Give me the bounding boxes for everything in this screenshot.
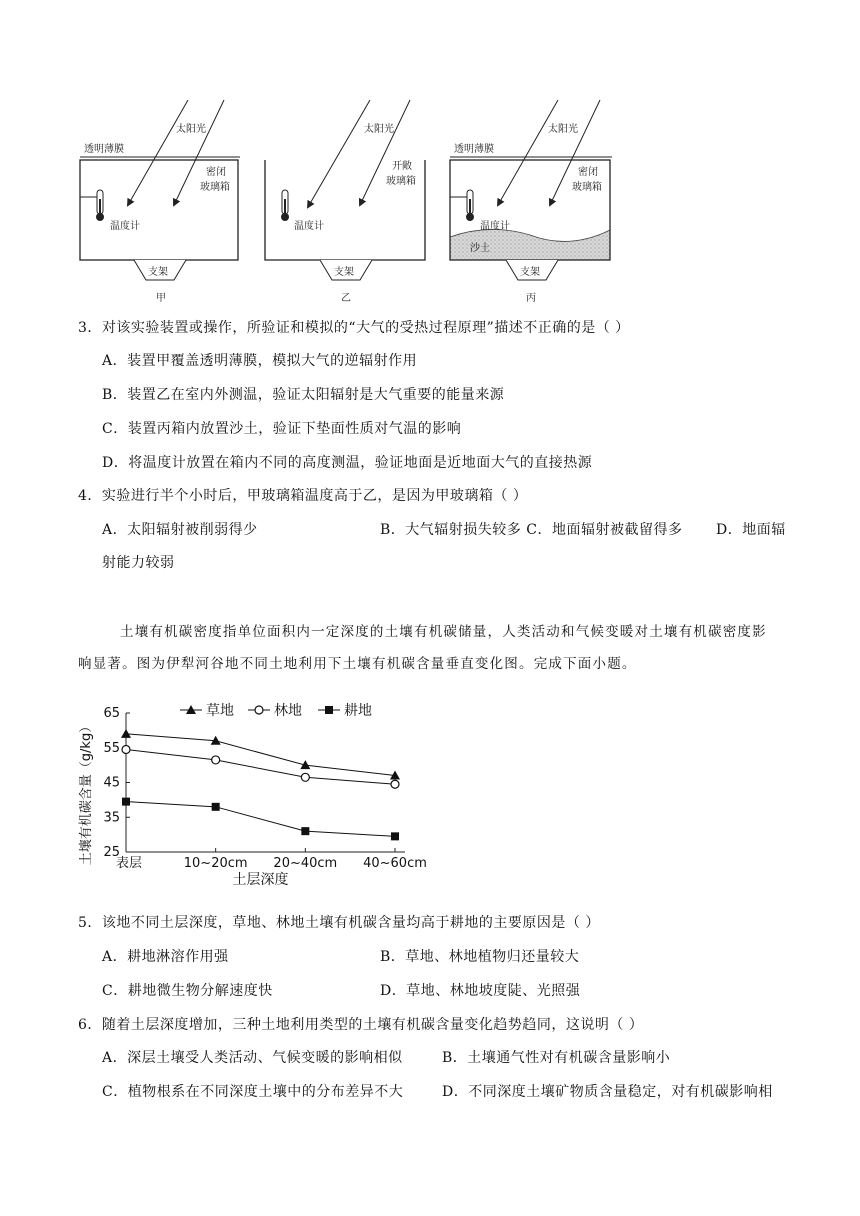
y-tick-label: 45 (103, 775, 120, 791)
box-jia (80, 100, 240, 304)
stand-label-bing: 支架 (520, 267, 540, 278)
x-tick-label: 20~40cm (273, 856, 338, 871)
q5-stem: 5．该地不同土层深度，草地、林地土壤有机碳含量均高于耕地的主要原因是（ ） (78, 915, 600, 931)
series-0-point (121, 729, 131, 738)
caption-jia: 甲 (156, 293, 166, 304)
q3-option-d[interactable]: D．将温度计放置在箱内不同的高度测温，验证地面是近地面大气的直接热源 (102, 455, 593, 471)
series-line-1 (126, 749, 395, 784)
q5-option-d[interactable]: D．草地、林地坡度陡、光照强 (380, 983, 581, 999)
thermo-label-yi: 温度计 (294, 221, 324, 232)
legend-marker-2 (325, 706, 333, 714)
stand-label-jia: 支架 (148, 267, 168, 278)
series-1-point (122, 745, 130, 753)
series-1-point (301, 773, 309, 781)
box-label-jia-2: 玻璃箱 (200, 182, 230, 193)
legend-marker-1 (255, 706, 263, 714)
caption-yi: 乙 (341, 293, 351, 304)
sun-label-jia: 太阳光 (176, 124, 206, 135)
q4-option-d-part2[interactable]: 射能力较弱 (102, 555, 175, 571)
y-tick-label: 55 (103, 740, 120, 756)
sun-label-bing: 太阳光 (548, 124, 578, 135)
thermo-label-jia: 温度计 (110, 221, 140, 232)
legend-label-1: 林地 (274, 703, 302, 719)
soil-label-bing: 沙土 (470, 243, 490, 254)
box-yi (265, 100, 425, 304)
experiment-diagram (70, 95, 630, 310)
intro-line-2: 响显著。图为伊犁河谷地不同土地利用下土壤有机碳含量垂直变化图。完成下面小题。 (78, 656, 637, 672)
film-label-jia: 透明薄膜 (84, 144, 124, 155)
series-line-0 (126, 734, 395, 776)
y-tick-label: 65 (103, 706, 120, 721)
soil-carbon-chart (70, 690, 440, 900)
q5-option-a[interactable]: A．耕地淋溶作用强 (102, 949, 229, 965)
y-axis-title: 土壤有机碳含量（g/kg） (79, 719, 94, 866)
box-bing (450, 100, 612, 304)
y-tick-label: 35 (103, 810, 120, 826)
box-label-yi-1: 开敞 (392, 161, 412, 172)
sun-label-yi: 太阳光 (364, 124, 394, 135)
q6-option-c[interactable]: C．植物根系在不同深度土壤中的分布差异不大 (102, 1084, 404, 1100)
series-2-point (122, 798, 130, 806)
series-2-point (212, 803, 220, 811)
q4-option-bc[interactable]: B．大气辐射损失较多 C．地面辐射被截留得多 (380, 522, 683, 538)
stand-label-yi: 支架 (334, 267, 354, 278)
q5-option-c[interactable]: C．耕地微生物分解速度快 (102, 983, 273, 999)
q4-option-d-part1[interactable]: D．地面辐 (716, 522, 786, 538)
q4-stem: 4．实验进行半个小时后，甲玻璃箱温度高于乙，是因为甲玻璃箱（ ） (78, 488, 528, 504)
box-label-jia-1: 密闭 (206, 167, 226, 178)
q6-stem: 6．随着土层深度增加，三种土地利用类型的土壤有机碳含量变化趋势趋同，这说明（ ） (78, 1017, 644, 1033)
q6-option-a[interactable]: A．深层土壤受人类活动、气候变暖的影响相似 (102, 1050, 403, 1066)
thermo-label-bing: 温度计 (480, 221, 510, 232)
q3-option-b[interactable]: B．装置乙在室内外测温，验证太阳辐射是大气重要的能量来源 (102, 387, 505, 403)
x-tick-label: 表层 (116, 856, 143, 871)
series-2-point (301, 827, 309, 835)
y-tick-label: 25 (103, 845, 120, 860)
film-label-bing: 透明薄膜 (454, 144, 494, 155)
box-label-bing-1: 密闭 (578, 167, 598, 178)
series-line-2 (126, 802, 395, 837)
q5-option-b[interactable]: B．草地、林地植物归还量较大 (380, 949, 580, 965)
box-label-bing-2: 玻璃箱 (572, 182, 602, 193)
q6-option-b[interactable]: B．土壤通气性对有机碳含量影响小 (442, 1050, 671, 1066)
x-axis-title: 土层深度 (232, 872, 289, 888)
q4-option-a[interactable]: A．太阳辐射被削弱得少 (102, 522, 258, 538)
x-tick-label: 40~60cm (363, 856, 427, 871)
legend-label-0: 草地 (206, 703, 234, 719)
q6-option-d[interactable]: D．不同深度土壤矿物质含量稳定，对有机碳影响相 (442, 1084, 773, 1100)
q3-option-a[interactable]: A．装置甲覆盖透明薄膜，模拟大气的逆辐射作用 (102, 353, 418, 369)
q3-stem: 3．对该实验装置或操作，所验证和模拟的“大气的受热过程原理”描述不正确的是（ ） (78, 320, 630, 336)
intro-line-1: 土壤有机碳密度指单位面积内一定深度的土壤有机碳储量，人类活动和气候变暖对土壤有机碳密度影 (120, 624, 767, 640)
x-tick-label: 10~20cm (183, 856, 248, 871)
box-label-yi-2: 玻璃箱 (386, 176, 416, 187)
caption-bing: 丙 (526, 293, 536, 304)
series-2-point (391, 832, 399, 840)
legend-label-2: 耕地 (344, 703, 372, 719)
series-1-point (391, 780, 399, 788)
q3-option-c[interactable]: C．装置丙箱内放置沙土，验证下垫面性质对气温的影响 (102, 421, 462, 437)
series-1-point (212, 756, 220, 764)
